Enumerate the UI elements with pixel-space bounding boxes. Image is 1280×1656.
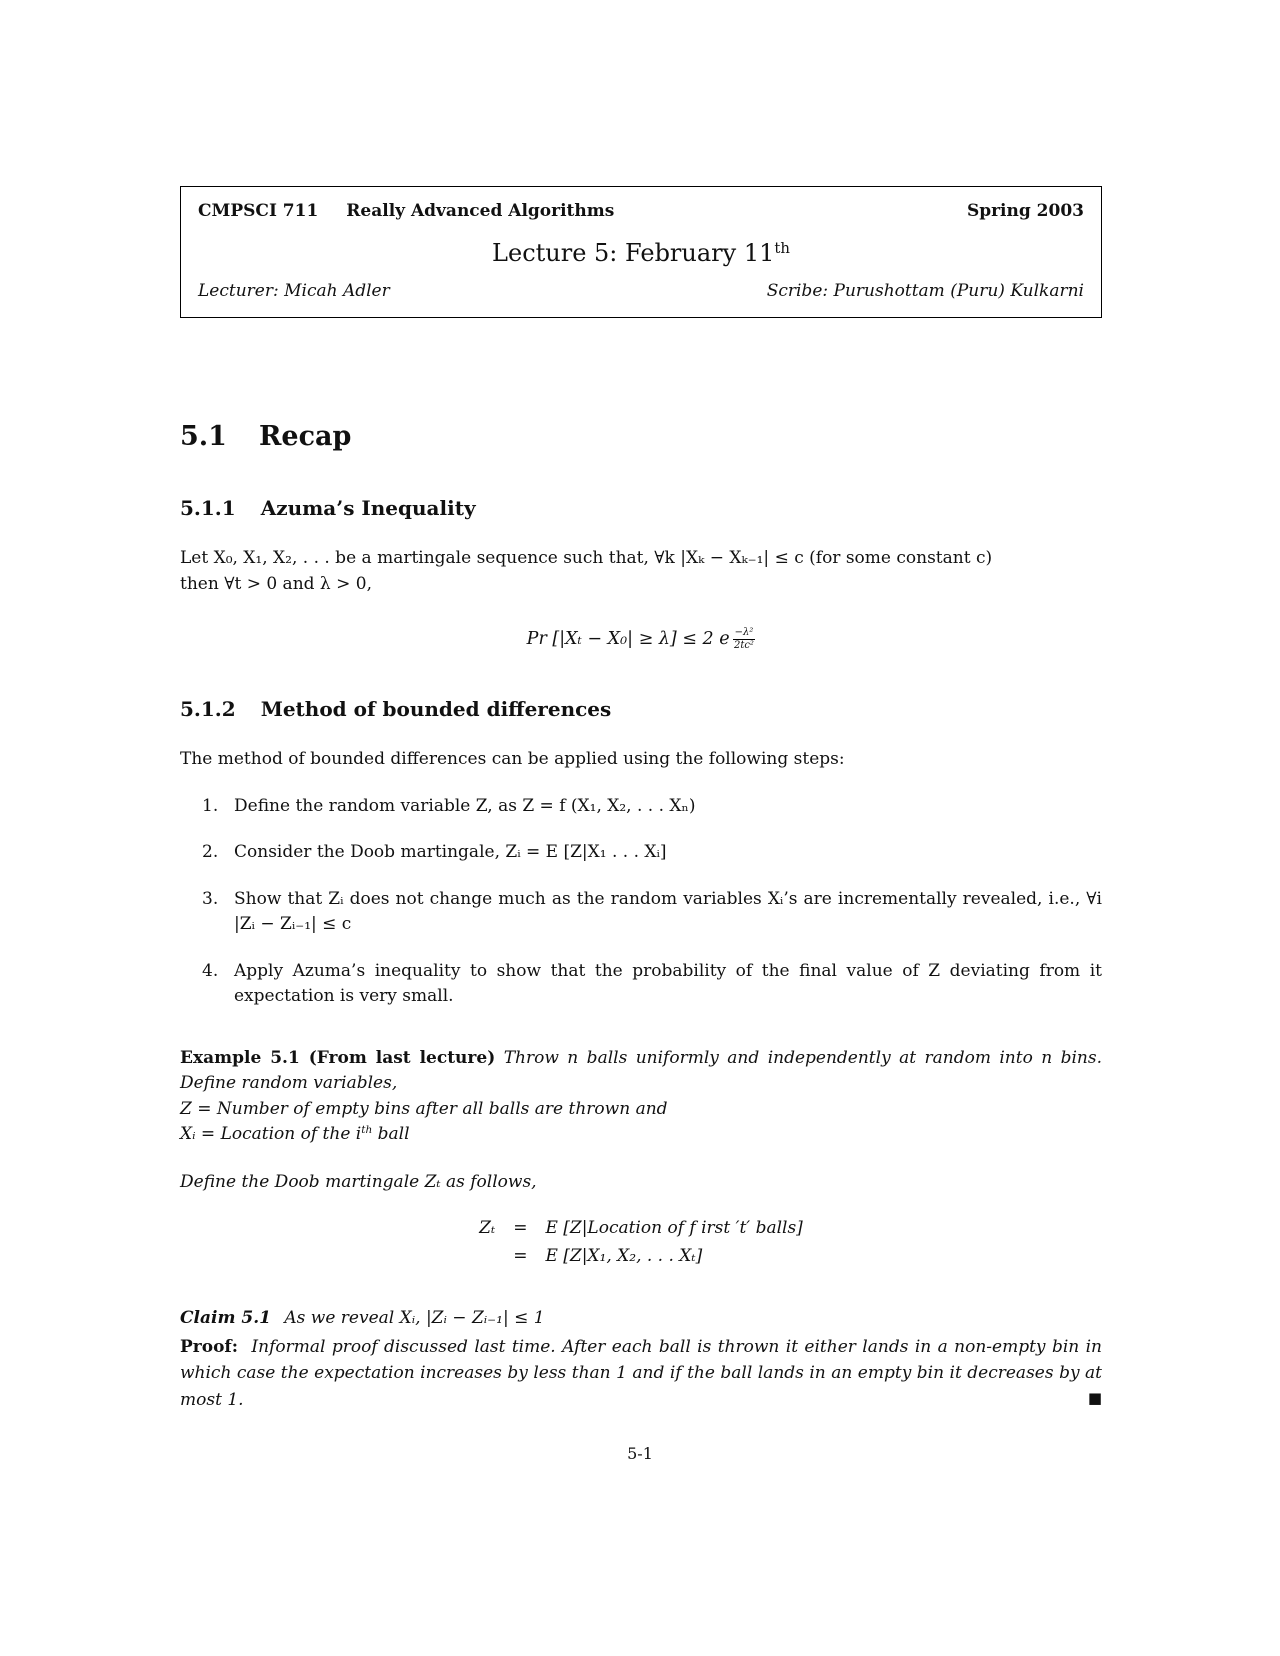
example-line-z: Z = Number of empty bins after all balls are thrown and bbox=[180, 1098, 668, 1119]
term-label: Spring 2003 bbox=[966, 201, 1084, 221]
example-body: Throw n balls uniformly and independently at random into n bins. Define random variables, bbox=[180, 1047, 1103, 1094]
subsection-number: 5.1.2 bbox=[180, 697, 236, 722]
azuma-paragraph bbox=[180, 545, 1102, 598]
example-line-x bbox=[180, 1122, 1102, 1148]
exponent-fraction bbox=[733, 627, 756, 651]
equation-rhs: E [Z|X₁, X₂, . . . Xₜ] bbox=[545, 1245, 703, 1266]
claim-block bbox=[180, 1306, 1102, 1332]
list-item-number: 4. bbox=[202, 960, 219, 981]
list-item bbox=[180, 840, 1102, 866]
proof-body: Informal proof discussed last time. After each ball is thrown it either lands in a non-empty bin in which case the expectation increases by less than 1 and if the ball lands in an empty bin it decreases by at most 1. bbox=[180, 1337, 1102, 1410]
subsection-title: Method of bounded differences bbox=[260, 697, 612, 722]
proof-block bbox=[180, 1334, 1102, 1413]
example-line-x-prefix: Xᵢ = Location of the i bbox=[180, 1124, 362, 1145]
example-lead bbox=[180, 1046, 1102, 1097]
page-content bbox=[180, 0, 1102, 1413]
equation-rhs: E [Z|Location of f irst ′t′ balls] bbox=[545, 1217, 803, 1238]
section-number: 5.1 bbox=[180, 421, 227, 453]
list-item-text: Show that Zᵢ does not change much as the random variables Xᵢ’s are incrementally revealed, i.e., ∀i |Zᵢ − Zᵢ₋₁| ≤ c bbox=[234, 888, 1102, 935]
list-item-number: 3. bbox=[202, 888, 219, 909]
subsection-number: 5.1.1 bbox=[180, 495, 236, 520]
lecturer-label: Lecturer: Micah Adler bbox=[198, 281, 390, 302]
subsection-title: Azuma’s Inequality bbox=[260, 495, 476, 520]
list-item-number: 2. bbox=[202, 842, 219, 863]
lecture-title bbox=[198, 239, 1084, 267]
equals-sign: = bbox=[513, 1217, 528, 1238]
scribe-label: Scribe: Purushottam (Puru) Kulkarni bbox=[766, 281, 1084, 302]
example-block bbox=[180, 1046, 1102, 1148]
exponent-numerator: −λ² bbox=[734, 627, 754, 639]
header-top-row bbox=[198, 201, 1084, 221]
header-bottom-row bbox=[198, 281, 1084, 301]
qed-square-icon: ■ bbox=[1087, 1388, 1102, 1407]
bounded-differences-intro: The method of bounded differences can be applied using the following steps: bbox=[180, 749, 845, 770]
section-heading-recap bbox=[180, 421, 1102, 453]
list-item bbox=[180, 887, 1102, 938]
list-item-number: 1. bbox=[202, 795, 219, 816]
azuma-paragraph-line1: Let X₀, X₁, X₂, . . . be a martingale sequence such that, ∀k |Xₖ − Xₖ₋₁| ≤ c (for some constant c) bbox=[180, 547, 993, 568]
proof-label: Proof: bbox=[180, 1337, 239, 1358]
lecture-title-superscript: th bbox=[774, 239, 790, 257]
example-label: Example 5.1 (From last lecture) bbox=[180, 1047, 496, 1068]
course-title: Really Advanced Algorithms bbox=[346, 201, 615, 221]
azuma-paragraph-line2: then ∀t > 0 and λ > 0, bbox=[180, 573, 372, 594]
exponent-denominator: 2tc² bbox=[733, 639, 754, 651]
page-number: 5-1 bbox=[627, 1444, 653, 1463]
course-code: CMPSCI 711 bbox=[198, 201, 319, 221]
subsection-heading-azuma bbox=[180, 496, 1102, 521]
azuma-inequality-equation bbox=[180, 627, 1102, 651]
list-item-text: Apply Azuma’s inequality to show that the probability of the final value of Z deviating from it expectation is very small. bbox=[234, 960, 1102, 1007]
equation-lhs: Zₜ bbox=[479, 1217, 496, 1238]
claim-label: Claim 5.1 bbox=[180, 1307, 271, 1328]
lecture-header-box bbox=[180, 186, 1102, 318]
doob-define-line: Define the Doob martingale Zₜ as follows, bbox=[180, 1171, 537, 1192]
list-item-text: Consider the Doob martingale, Zᵢ = E [Z|X₁ . . . Xᵢ] bbox=[234, 842, 667, 863]
doob-martingale-equations bbox=[180, 1218, 1102, 1266]
equation-lhs bbox=[479, 1246, 495, 1266]
list-item bbox=[180, 959, 1102, 1010]
list-item bbox=[180, 794, 1102, 820]
equals-sign: = bbox=[513, 1245, 528, 1266]
list-item-text: Define the random variable Z, as Z = f (X₁, X₂, . . . Xₙ) bbox=[234, 795, 696, 816]
subsection-heading-bounded-differences bbox=[180, 697, 1102, 722]
claim-body: As we reveal Xᵢ, |Zᵢ − Zᵢ₋₁| ≤ 1 bbox=[284, 1307, 545, 1328]
equation-main: Pr [|Xₜ − X₀| ≥ λ] ≤ 2 e bbox=[526, 629, 730, 650]
lecture-title-text: Lecture 5: February 11 bbox=[492, 239, 775, 268]
steps-list bbox=[180, 794, 1102, 1010]
course-line bbox=[198, 201, 614, 221]
example-line-x-superscript: th bbox=[361, 1124, 373, 1137]
section-title: Recap bbox=[258, 421, 352, 453]
example-line-x-suffix: ball bbox=[372, 1124, 410, 1145]
